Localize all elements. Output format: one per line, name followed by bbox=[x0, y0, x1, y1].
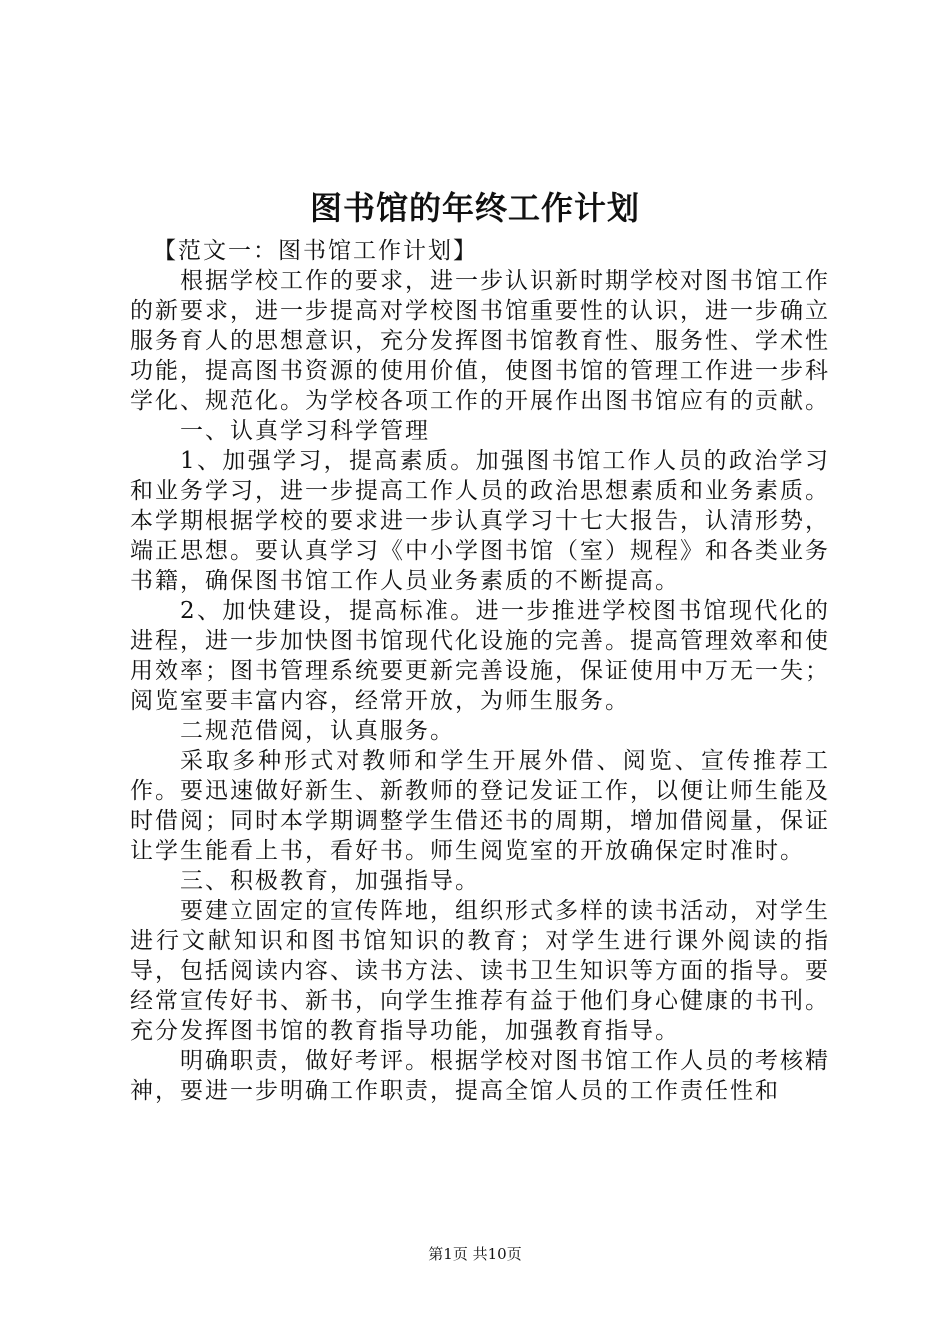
paragraph: 根据学校工作的要求，进一步认识新时期学校对图书馆工作的新要求，进一步提高对学校图书馆重要性的认识，进一步确立服务育人的思想意识，充分发挥图书馆教育性、服务性、学术性功能，提高图书资源的使用价值，使图书馆的管理工作进一步科学化、规范化。为学校各项工作的开展作出图书馆应有的贡献。 bbox=[130, 268, 830, 414]
paragraph: 1、加强学习，提高素质。加强图书馆工作人员的政治学习和业务学习，进一步提高工作人员的政治思想素质和业务素质。本学期根据学校的要求进一步认真学习十七大报告，认清形势，端正思想。要认真学习《中小学图书馆（室）规程》和各类业务书籍，确保图书馆工作人员业务素质的不断提高。 bbox=[130, 448, 830, 594]
paragraph: 三、积极教育，加强指导。 bbox=[180, 868, 480, 894]
paragraph: 采取多种形式对教师和学生开展外借、阅览、宣传推荐工作。要迅速做好新生、新教师的登记发证工作，以便让师生能及时借阅；同时本学期调整学生借还书的周期，增加借阅量，保证让学生能看上书，看好书。师生阅览室的开放确保定时准时。 bbox=[130, 748, 830, 864]
page-footer: 第1页 共10页 bbox=[428, 1245, 522, 1263]
document-title: 图书馆的年终工作计划 bbox=[309, 189, 640, 227]
document-body bbox=[130, 236, 830, 1106]
paragraph: 一、认真学习科学管理 bbox=[180, 418, 430, 444]
paragraph: 二规范借阅，认真服务。 bbox=[180, 718, 455, 744]
paragraph: 2、加快建设，提高标准。进一步推进学校图书馆现代化的进程，进一步加快图书馆现代化设施的完善。提高管理效率和使用效率；图书管理系统要更新完善设施，保证使用中万无一失；阅览室要丰富内容，经常开放，为师生服务。 bbox=[130, 598, 830, 714]
paragraph: 要建立固定的宣传阵地，组织形式多样的读书活动，对学生进行文献知识和图书馆知识的教育；对学生进行课外阅读的指导，包括阅读内容、读书方法、读书卫生知识等方面的指导。要经常宣传好书、新书，向学生推荐有益于他们身心健康的书刊。充分发挥图书馆的教育指导功能，加强教育指导。 bbox=[130, 898, 830, 1044]
paragraph: 明确职责，做好考评。根据学校对图书馆工作人员的考核精神，要进一步明确工作职责，提高全馆人员的工作责任性和 bbox=[130, 1048, 830, 1104]
paragraph: 【范文一：图书馆工作计划】 bbox=[153, 238, 478, 264]
